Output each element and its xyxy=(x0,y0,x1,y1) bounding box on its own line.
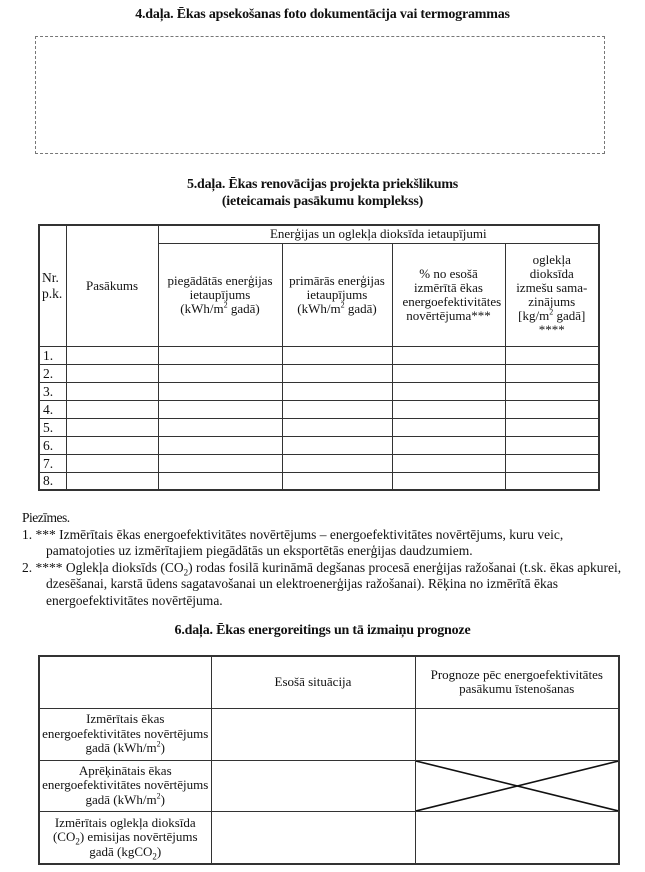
cell-measure[interactable] xyxy=(66,418,158,436)
cell-primary[interactable] xyxy=(282,436,392,454)
table-row xyxy=(39,346,599,364)
cell-delivered[interactable] xyxy=(158,400,282,418)
row-label-measured-rating: Izmērītais ēkas energoefektivitātes novērtējums gadā $(kWh/m^2)$ xyxy=(39,708,211,760)
cell-delivered[interactable] xyxy=(158,418,282,436)
photo-documentation-area[interactable] xyxy=(35,36,605,154)
cell-percent[interactable] xyxy=(392,382,505,400)
cell-co2[interactable] xyxy=(505,382,599,400)
header-primary-energy: primārās enerģijas ietaupījums ($kWh/m^2$ gadā) xyxy=(282,243,392,346)
cell-percent[interactable] xyxy=(392,436,505,454)
section5-subtitle: (ieteicamais pasākumu komplekss) xyxy=(221,194,424,209)
table-row xyxy=(39,760,619,811)
table-row xyxy=(39,436,599,454)
table-row xyxy=(39,382,599,400)
energy-rating-table xyxy=(38,655,620,865)
cell-measured-current[interactable] xyxy=(211,708,415,760)
row-number: 1. xyxy=(39,346,66,364)
cell-percent[interactable] xyxy=(392,364,505,382)
cell-co2[interactable] xyxy=(505,436,599,454)
cell-percent[interactable] xyxy=(392,400,505,418)
cell-measure[interactable] xyxy=(66,472,158,490)
header-delivered-energy: piegādātās enerģijas ietaupījums ($kWh/m^2$ gadā) xyxy=(158,243,282,346)
cell-delivered[interactable] xyxy=(158,436,282,454)
cell-primary[interactable] xyxy=(282,346,392,364)
row-number: 8. xyxy=(39,472,66,490)
renovation-measures-table xyxy=(38,224,600,491)
cell-co2[interactable] xyxy=(505,400,599,418)
table-row xyxy=(39,418,599,436)
header-percent-existing: % no esošā izmērītā ēkas energoefektivitātes novērtējuma*** xyxy=(392,243,505,346)
header-nr: Nr. p.k. xyxy=(39,225,66,346)
cell-primary[interactable] xyxy=(282,382,392,400)
note-2: 2. **** Oglekļa dioksīds $(CO_2)$ rodas fosilā kurināmā degšanas procesā enerģijas ražošanai (t.sk. ēkas apkurei, dzesēšanai, karstā ūdens sagatavošanai un elektroenerģijas ražošanai). Rēķina no izmērītā ēkas energoefektivitātes novērtējuma. xyxy=(22,559,622,608)
cell-co2[interactable] xyxy=(505,418,599,436)
row-number: 3. xyxy=(39,382,66,400)
cell-measured-forecast[interactable] xyxy=(415,708,619,760)
table-row xyxy=(39,454,599,472)
cell-calculated-forecast-crossed xyxy=(415,760,619,811)
section4-title: 4.daļa. Ēkas apsekošanas foto dokumentācija vai termogrammas xyxy=(135,7,510,22)
section5-title: 5.daļa. Ēkas renovācijas projekta priekšlikums xyxy=(186,177,459,192)
cell-percent[interactable] xyxy=(392,472,505,490)
cell-primary[interactable] xyxy=(282,472,392,490)
cell-primary[interactable] xyxy=(282,454,392,472)
row-label-calculated-rating: Aprēķinātais ēkas energoefektivitātes novērtējums gadā $(kWh/m^2)$ xyxy=(39,760,211,811)
cell-co2-forecast[interactable] xyxy=(415,811,619,864)
row-number: 7. xyxy=(39,454,66,472)
header-measure: Pasākums xyxy=(66,225,158,346)
cell-co2[interactable] xyxy=(505,454,599,472)
cell-delivered[interactable] xyxy=(158,346,282,364)
cell-co2-current[interactable] xyxy=(211,811,415,864)
cell-co2[interactable] xyxy=(505,346,599,364)
cell-primary[interactable] xyxy=(282,400,392,418)
header-current-situation: Esošā situācija xyxy=(211,656,415,708)
cell-measure[interactable] xyxy=(66,346,158,364)
cell-measure[interactable] xyxy=(66,382,158,400)
table-row xyxy=(39,472,599,490)
cell-delivered[interactable] xyxy=(158,382,282,400)
row-number: 4. xyxy=(39,400,66,418)
cell-percent[interactable] xyxy=(392,454,505,472)
notes-block xyxy=(22,510,632,609)
note-1: 1. *** Izmērītais ēkas energoefektivitātes novērtējums – energoefektivitātes novērtējums, kuru veic, pamatojoties uz izmērītajiem piegādātās un eksportētās enerģijas daudzumiem. xyxy=(22,526,564,558)
cell-co2[interactable] xyxy=(505,472,599,490)
row-number: 2. xyxy=(39,364,66,382)
table-row xyxy=(39,708,619,760)
notes-title: Piezīmes. xyxy=(22,510,70,525)
cell-measure[interactable] xyxy=(66,364,158,382)
cell-primary[interactable] xyxy=(282,364,392,382)
cell-delivered[interactable] xyxy=(158,454,282,472)
header-forecast: Prognoze pēc energoefektivitātes pasākumu īstenošanas xyxy=(415,656,619,708)
header-co2-reduction: oglekļa dioksīda izmešu sama-zinājums [$kg/m^2$ gadā] **** xyxy=(505,243,599,346)
table-row xyxy=(39,811,619,864)
cell-measure[interactable] xyxy=(66,454,158,472)
cell-percent[interactable] xyxy=(392,418,505,436)
cell-measure[interactable] xyxy=(66,400,158,418)
cell-percent[interactable] xyxy=(392,346,505,364)
cell-measure[interactable] xyxy=(66,436,158,454)
cell-calculated-current[interactable] xyxy=(211,760,415,811)
header-blank xyxy=(39,656,211,708)
row-number: 6. xyxy=(39,436,66,454)
cell-primary[interactable] xyxy=(282,418,392,436)
header-savings-group: Enerģijas un oglekļa dioksīda ietaupījumi xyxy=(158,225,599,243)
cross-out-icon xyxy=(416,761,619,811)
section6-title: 6.daļa. Ēkas energoreitings un tā izmaiņu prognoze xyxy=(174,623,471,638)
cell-co2[interactable] xyxy=(505,364,599,382)
cell-delivered[interactable] xyxy=(158,364,282,382)
cell-delivered[interactable] xyxy=(158,472,282,490)
row-label-co2-emissions: Izmērītais oglekļa dioksīda $(CO_2)$ emisijas novērtējums gadā (kgCO$_2$) xyxy=(39,811,211,864)
table-row xyxy=(39,400,599,418)
row-number: 5. xyxy=(39,418,66,436)
table-row xyxy=(39,364,599,382)
